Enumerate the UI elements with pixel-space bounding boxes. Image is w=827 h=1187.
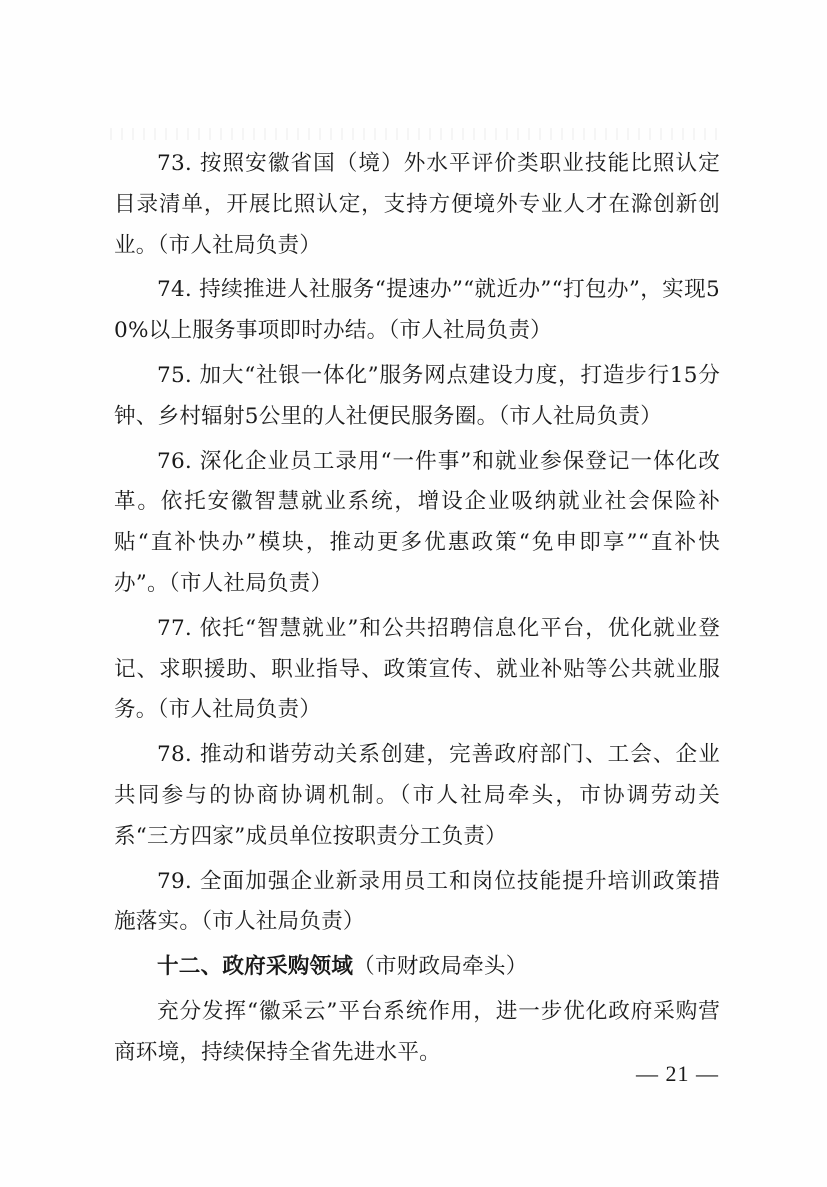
scan-noise: [110, 128, 720, 140]
page-number: — 21 —: [636, 1061, 719, 1086]
paragraph-75: 75. 加大“社银一体化”服务网点建设力度，打造步行15分钟、乡村辐射5公里的人社便民服务圈。（市人社局负责）: [114, 362, 720, 429]
section-heading-title: 十二、政府采购领域: [157, 954, 354, 980]
paragraph-78: 78. 推动和谐劳动关系创建，完善政府部门、工会、企业共同参与的协商协调机制。（市人社局牵头，市协调劳动关系“三方四家”成员单位按职责分工负责）: [114, 742, 720, 849]
paragraph-79: 79. 全面加强企业新录用员工和岗位技能提升培训政策措施落实。（市人社局负责）: [114, 868, 720, 935]
paragraph-74: 74. 持续推进人社服务“提速办”“就近办”“打包办”，实现50%以上服务事项即时办结。（市人社局负责）: [114, 277, 720, 344]
paragraph-73: 73. 按照安徽省国（境）外水平评价类职业技能比照认定目录清单，开展比照认定，支持方便境外专业人才在滁创新创业。（市人社局负责）: [114, 151, 720, 258]
section-heading-note: （市财政局牵头）: [353, 954, 528, 980]
paragraph-76: 76. 深化企业员工录用“一件事”和就业参保登记一体化改革。依托安徽智慧就业系统，增设企业吸纳就业社会保险补贴“直补快办”模块，推动更多优惠政策“免申即享”“直补快办”。（市人社局负责）: [114, 448, 720, 596]
section-heading-12: [114, 947, 720, 988]
document-body: [114, 144, 720, 1078]
closing-paragraph: 充分发挥“徽采云”平台系统作用，进一步优化政府采购营商环境，持续保持全省先进水平。: [114, 998, 720, 1065]
paragraph-77: 77. 依托“智慧就业”和公共招聘信息化平台，优化就业登记、求职援助、职业指导、政策宣传、就业补贴等公共就业服务。（市人社局负责）: [114, 615, 720, 723]
